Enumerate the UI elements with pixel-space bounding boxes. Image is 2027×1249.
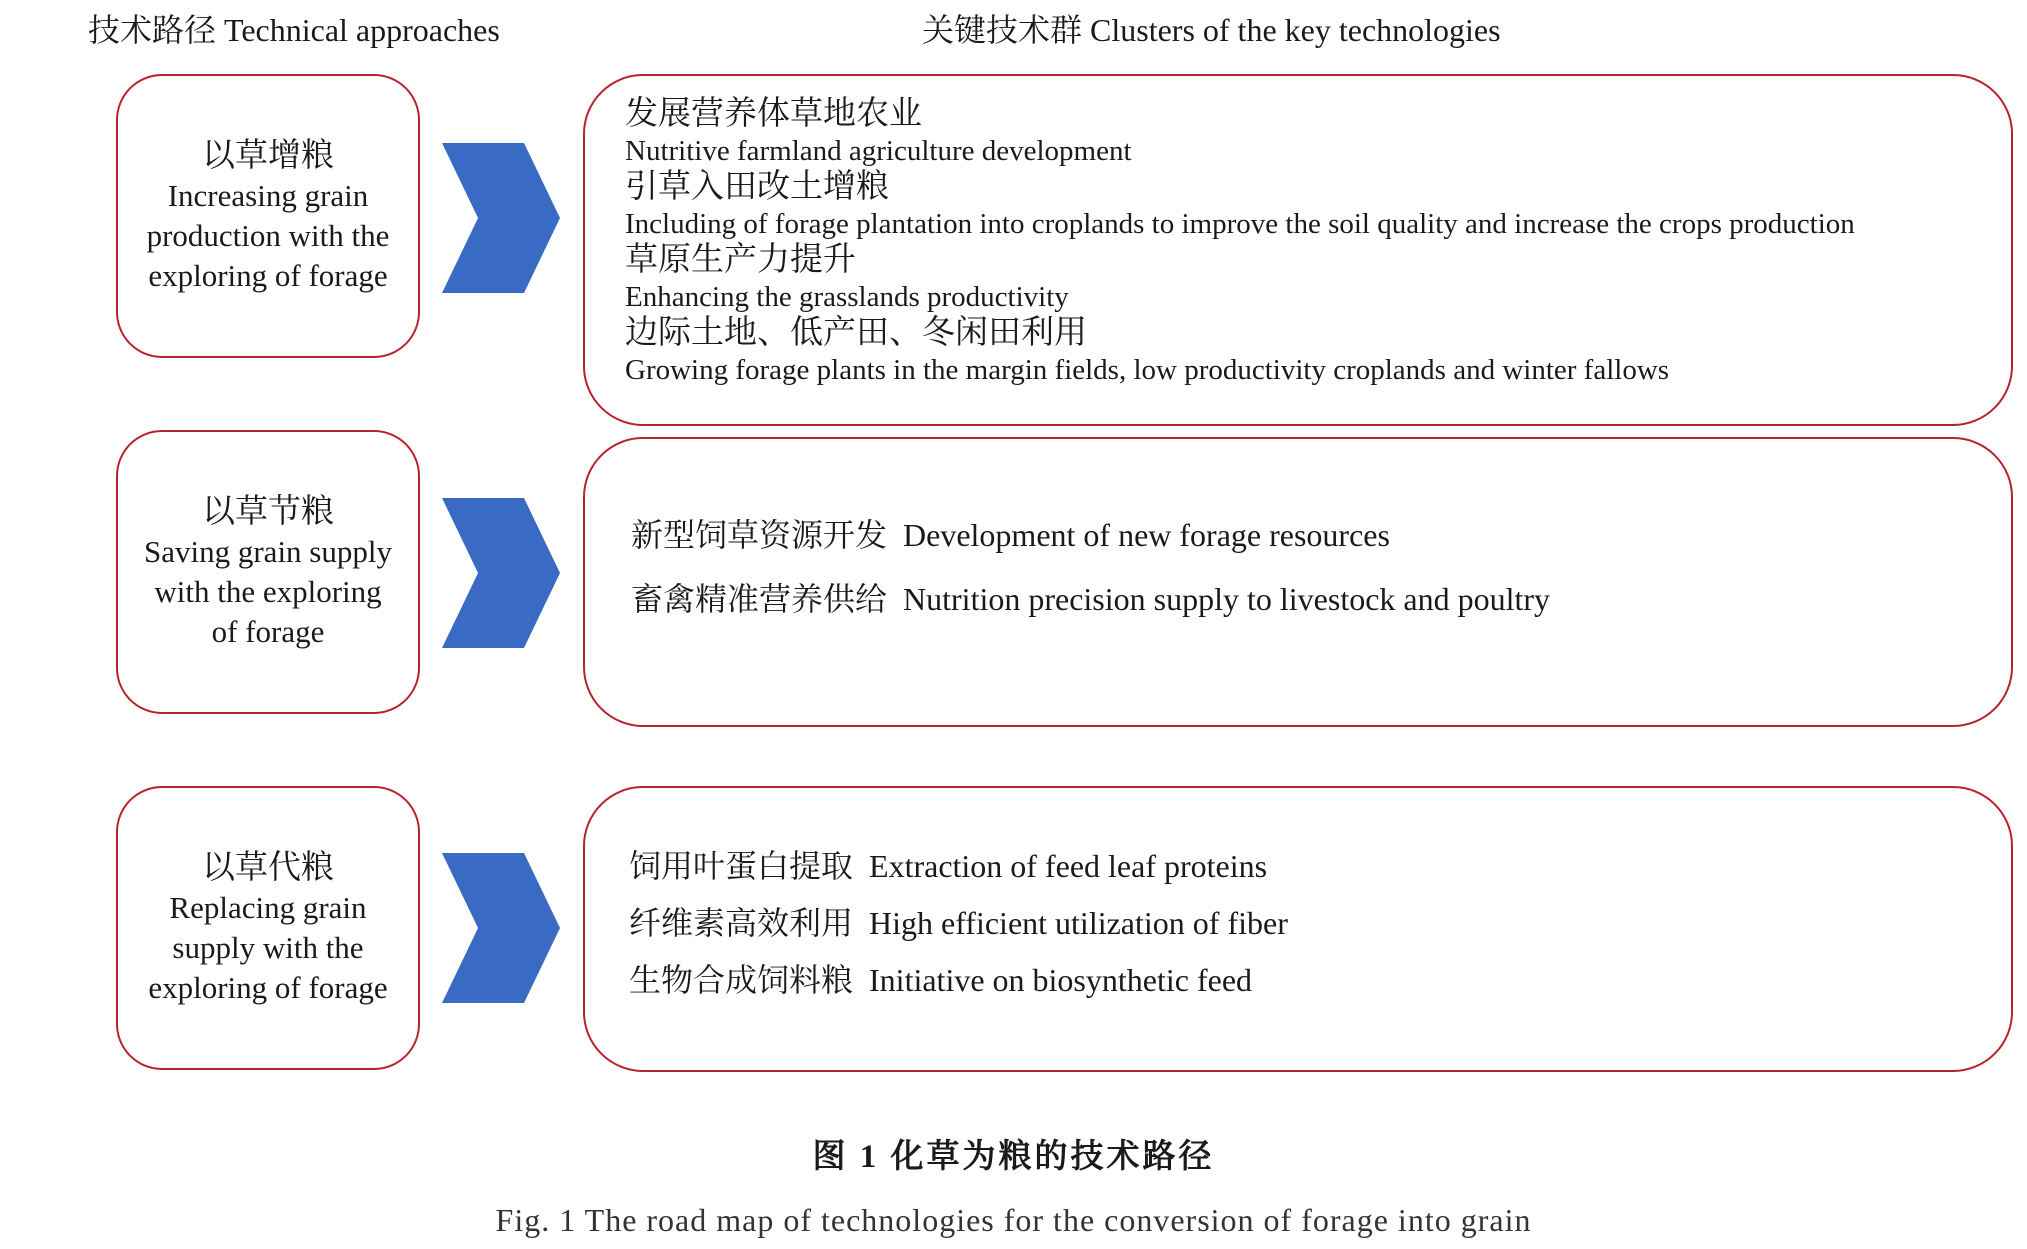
approach-title-en-line: of forage xyxy=(211,614,325,649)
approach-title-en-line: exploring of forage xyxy=(148,258,388,293)
approach-title-en-line: production with the xyxy=(146,218,390,253)
cluster-item xyxy=(625,96,2005,169)
cluster-item xyxy=(625,169,2005,242)
approach-title-en-line: exploring of forage xyxy=(148,970,388,1005)
figure-caption-zh: 图 1 化草为粮的技术路径 xyxy=(812,1139,1215,1175)
cluster-item-zh: 畜禽精准营养供给 xyxy=(631,581,888,617)
approach-box-increasing-grain xyxy=(116,74,420,358)
cluster-item-en: Including of forage plantation into croplands to improve the soil quality and increase the crops production xyxy=(625,208,1855,240)
approach-title-en-line: with the exploring xyxy=(154,574,382,609)
approach-box-saving-grain xyxy=(116,430,420,714)
cluster-item-en: High efficient utilization of fiber xyxy=(869,905,1288,941)
cluster-item-en: Enhancing the grasslands productivity xyxy=(625,281,1069,313)
cluster-item-zh: 引草入田改土增粮 xyxy=(625,169,889,205)
approach-title-en-line: Saving grain supply xyxy=(144,534,392,569)
cluster-item-zh: 边际土地、低产田、冬闲田利用 xyxy=(625,315,1087,351)
double-chevron-right-icon xyxy=(438,143,562,293)
cluster-item xyxy=(625,315,2005,388)
approach-title-en-line: Replacing grain xyxy=(169,890,367,925)
cluster-item xyxy=(625,242,2005,315)
cluster-item xyxy=(631,567,1550,631)
cluster-item-zh: 纤维素高效利用 xyxy=(629,905,854,941)
cluster-item-list xyxy=(625,96,2005,388)
approach-title-zh: 以草节粮 xyxy=(202,494,334,530)
cluster-item-en: Growing forage plants in the margin fields, low productivity croplands and winter fallows xyxy=(625,354,1670,386)
approach-title-en-line: Increasing grain xyxy=(167,178,369,213)
cluster-item-en: Nutritive farmland agriculture development xyxy=(625,135,1132,167)
approach-title-zh: 以草代粮 xyxy=(202,850,334,886)
cluster-item xyxy=(629,952,1288,1009)
cluster-item-list xyxy=(631,503,1550,631)
cluster-box-grain-replacing xyxy=(583,786,2013,1072)
cluster-box-grain-saving xyxy=(583,437,2013,727)
header-key-technology-clusters: 关键技术群 Clusters of the key technologies xyxy=(922,12,1501,48)
cluster-item-zh: 发展营养体草地农业 xyxy=(625,96,922,132)
cluster-item-en: Development of new forage resources xyxy=(903,517,1390,553)
cluster-item-zh: 新型饲草资源开发 xyxy=(631,517,888,553)
double-chevron-right-icon xyxy=(438,853,562,1003)
cluster-item-en: Nutrition precision supply to livestock and poultry xyxy=(903,581,1551,617)
cluster-item-zh: 生物合成饲料粮 xyxy=(629,962,854,998)
cluster-box-grain-increase xyxy=(583,74,2013,426)
approach-title-en-line: supply with the xyxy=(172,930,364,965)
cluster-item xyxy=(631,503,1550,567)
cluster-item-zh: 草原生产力提升 xyxy=(625,242,856,278)
cluster-item-zh: 饲用叶蛋白提取 xyxy=(629,848,854,884)
cluster-item xyxy=(629,838,1288,895)
approach-title-zh: 以草增粮 xyxy=(202,138,334,174)
header-technical-approaches: 技术路径 Technical approaches xyxy=(88,12,500,48)
figure-caption-en: Fig. 1 The road map of technologies for the conversion of forage into grain xyxy=(495,1202,1532,1238)
approach-box-replacing-grain xyxy=(116,786,420,1070)
cluster-item xyxy=(629,895,1288,952)
cluster-item-en: Extraction of feed leaf proteins xyxy=(869,848,1268,884)
double-chevron-right-icon xyxy=(438,498,562,648)
cluster-item-list xyxy=(629,838,1288,1009)
cluster-item-en: Initiative on biosynthetic feed xyxy=(869,962,1253,998)
